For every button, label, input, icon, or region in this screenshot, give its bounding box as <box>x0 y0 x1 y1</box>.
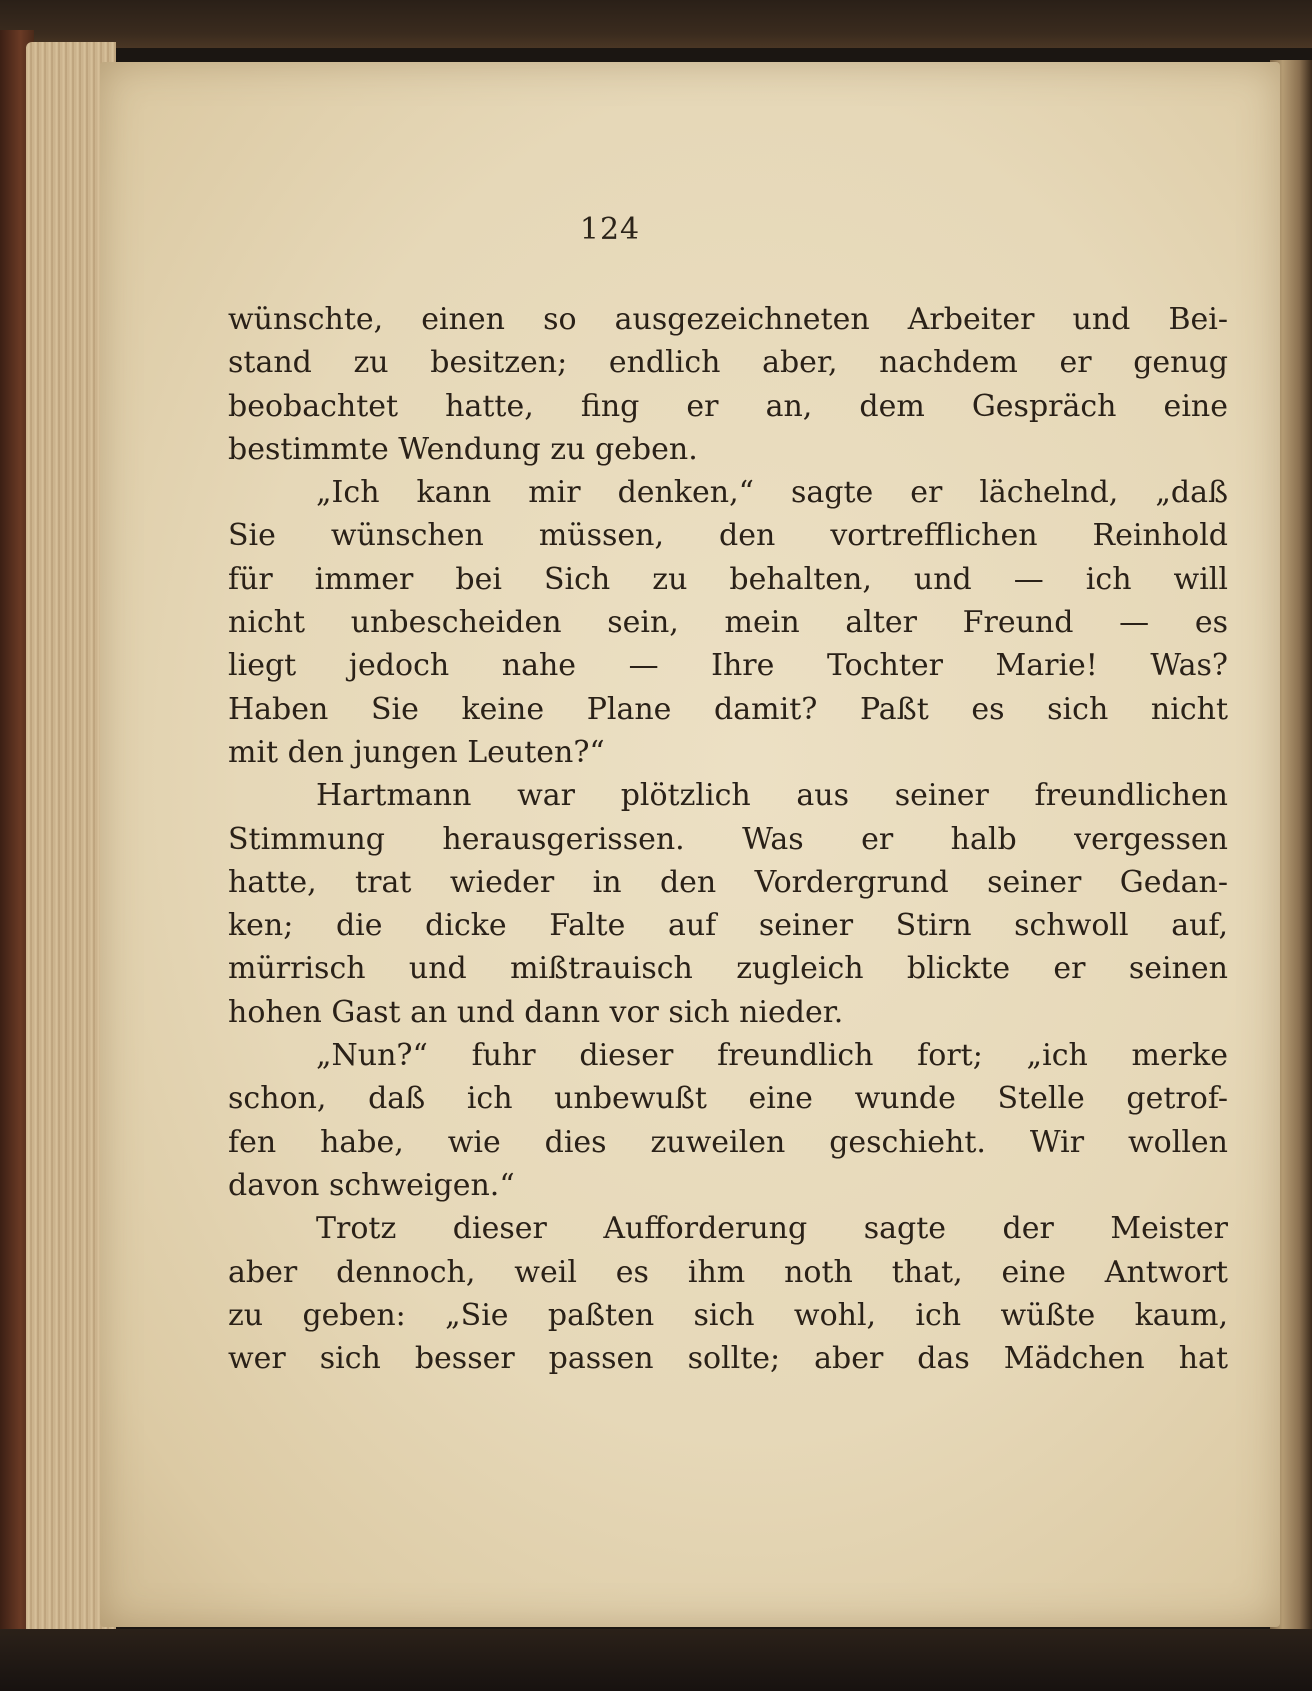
text-line: zu geben: „Sie paßten sich wohl, ich wüßte kaum, <box>228 1297 1228 1333</box>
text-line: mürrisch und mißtrauisch zugleich blickte er seinen <box>228 951 1228 987</box>
text-line: stand zu besitzen; endlich aber, nachdem er genug <box>228 345 1228 381</box>
text-line: bestimmte Wendung zu geben. <box>228 431 698 467</box>
text-line: Hartmann war plötzlich aus seiner freundlichen <box>316 778 1228 814</box>
book-cover-top <box>0 0 1312 48</box>
text-line: Trotz dieser Aufforderung sagte der Meister <box>316 1211 1228 1247</box>
text-line: beobachtet hatte, fing er an, dem Gespräch eine <box>228 388 1228 424</box>
text-line: schon, daß ich unbewußt eine wunde Stelle getrof- <box>228 1081 1228 1117</box>
text-line: hohen Gast an und dann vor sich nieder. <box>228 994 844 1030</box>
text-line: Haben Sie keine Plane damit? Paßt es sich nicht <box>228 691 1228 727</box>
text-line: „Ich kann mir denken,“ sagte er lächelnd, „daß <box>316 475 1228 511</box>
text-line: ken; die dicke Falte auf seiner Stirn schwoll auf, <box>228 908 1228 944</box>
book-cover-bottom <box>0 1629 1312 1691</box>
page-number: 124 <box>579 212 641 247</box>
text-line: hatte, trat wieder in den Vordergrund seiner Gedan- <box>228 864 1228 900</box>
text-line: Stimmung herausgerissen. Was er halb vergessen <box>228 821 1228 857</box>
text-line: davon schweigen.“ <box>228 1167 515 1203</box>
text-line: wer sich besser passen sollte; aber das Mädchen hat <box>228 1341 1228 1377</box>
text-line: liegt jedoch nahe — Ihre Tochter Marie! Was? <box>228 648 1228 684</box>
body-text <box>228 298 1228 1380</box>
text-line: nicht unbescheiden sein, mein alter Freund — es <box>228 605 1228 641</box>
text-line: wünschte, einen so ausgezeichneten Arbeiter und Bei- <box>228 302 1228 337</box>
text-line: mit den jungen Leuten?“ <box>228 734 605 770</box>
text-line: „Nun?“ fuhr dieser freundlich fort; „ich merke <box>316 1038 1228 1074</box>
text-line: fen habe, wie dies zuweilen geschieht. Wir wollen <box>228 1124 1228 1160</box>
text-line: für immer bei Sich zu behalten, und — ich will <box>228 561 1228 597</box>
text-line: Sie wünschen müssen, den vortrefflichen Reinhold <box>228 518 1228 554</box>
text-line: aber dennoch, weil es ihm noth that, eine Antwort <box>228 1254 1228 1290</box>
